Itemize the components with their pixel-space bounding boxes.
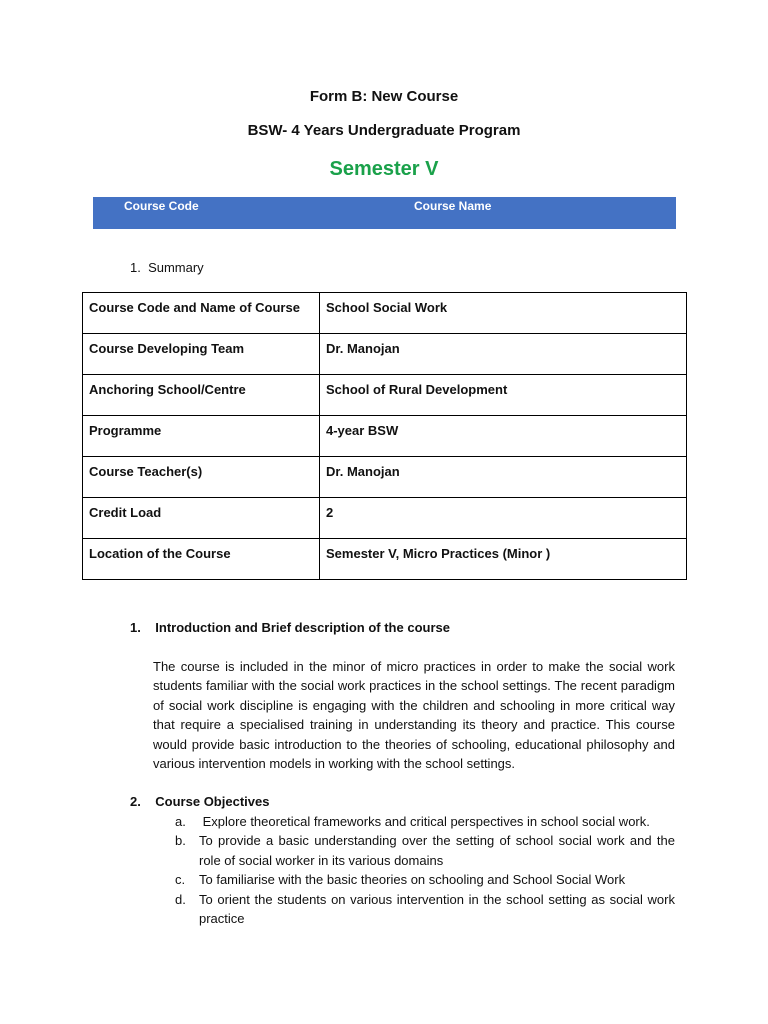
list-item-text: To orient the students on various intervention in the school setting as social work practice (199, 891, 675, 927)
table-row (83, 293, 687, 334)
list-item (153, 831, 675, 870)
table-row (83, 416, 687, 457)
list-marker: c. (175, 872, 186, 888)
introduction-paragraph: The course is included in the minor of micro practices in order to make the social work students familiar with the social work practices in the school settings. The recent paradigm of social work discipline is engaging with the children and schooling in more critical way that require a specialised training in understanding its theory and practice. This course would provide basic introduction to the theories of schooling, educational philosophy and various intervention models in working with the school settings. (153, 659, 675, 772)
table-key: Programme (83, 416, 320, 457)
table-key: Location of the Course (83, 539, 320, 580)
list-marker: b. (175, 833, 186, 849)
form-title: Form B: New Course (309, 88, 459, 105)
list-item-text: To familiarise with the basic theories on schooling and School Social Work (199, 872, 626, 888)
table-value: School of Rural Development (320, 375, 687, 416)
table-row (83, 498, 687, 539)
table-row (83, 539, 687, 580)
list-marker: a. (175, 814, 186, 829)
list-marker: d. (175, 891, 186, 907)
list-item-text: To provide a basic understanding over the setting of school social work and the role of social worker in its various domains (199, 833, 675, 868)
table-row (83, 375, 687, 416)
objectives-list (153, 812, 675, 928)
table-row (83, 334, 687, 375)
course-code-header: Course Code (124, 199, 199, 213)
summary-table (82, 292, 687, 580)
table-key: Credit Load (83, 498, 320, 539)
objectives-heading: 2. Course Objectives (130, 794, 270, 809)
list-item (153, 890, 675, 929)
table-key: Course Developing Team (83, 334, 320, 375)
list-item (153, 812, 675, 831)
program-title: BSW- 4 Years Undergraduate Program (247, 122, 521, 139)
table-key: Anchoring School/Centre (83, 375, 320, 416)
introduction-heading: 1. Introduction and Brief description of the course (130, 620, 450, 635)
course-name-header: Course Name (414, 199, 492, 213)
table-value: 4-year BSW (320, 416, 687, 457)
table-value: School Social Work (320, 293, 687, 334)
table-key: Course Code and Name of Course (83, 293, 320, 334)
list-item-text: Explore theoretical frameworks and critical perspectives in school social work. (199, 814, 650, 829)
table-value: Dr. Manojan (320, 457, 687, 498)
summary-label: 1. Summary (130, 260, 204, 275)
list-item (153, 870, 675, 889)
semester-title: Semester V (329, 158, 439, 180)
course-code-bar (93, 197, 676, 229)
table-row (83, 457, 687, 498)
table-value: Dr. Manojan (320, 334, 687, 375)
table-value: Semester V, Micro Practices (Minor ) (320, 539, 687, 580)
table-key: Course Teacher(s) (83, 457, 320, 498)
table-value: 2 (320, 498, 687, 539)
